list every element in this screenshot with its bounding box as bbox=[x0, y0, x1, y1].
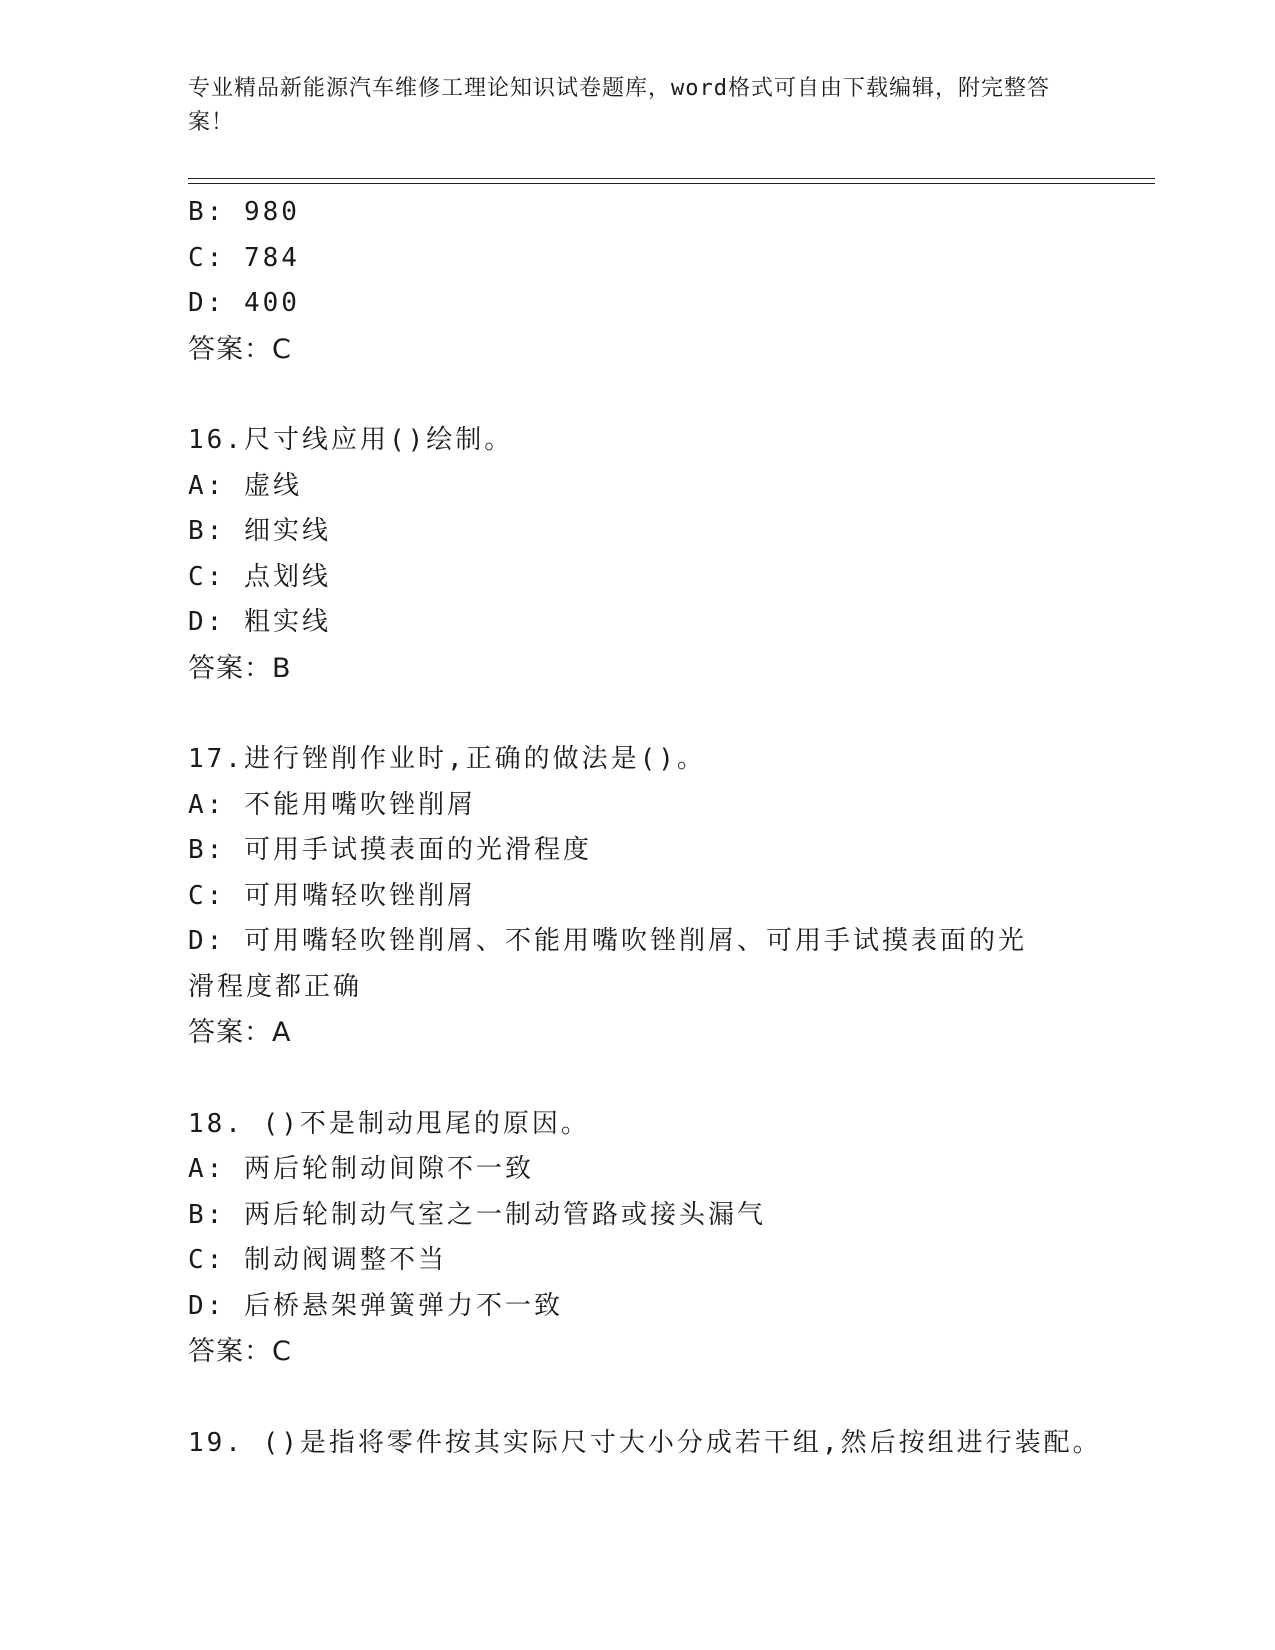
header-rule-bottom bbox=[188, 183, 1155, 184]
option-b: B: 细实线 bbox=[188, 516, 331, 546]
option-c: C: 可用嘴轻吹锉削屑 bbox=[188, 880, 476, 911]
option-b: B: 两后轮制动气室之一制动管路或接头漏气 bbox=[188, 1199, 766, 1230]
option-d: D: 可用嘴轻吹锉削屑、不能用嘴吹锉削屑、可用手试摸表面的光滑程度都正确 bbox=[188, 926, 1027, 1002]
question-18 bbox=[188, 1102, 1088, 1375]
option-b: B: 980 bbox=[188, 197, 300, 227]
option-c: C: 784 bbox=[188, 242, 300, 273]
question-text: 17.进行锉削作业时,正确的做法是()。 bbox=[188, 744, 706, 774]
option-d: D: 后桥悬架弹簧弹力不一致 bbox=[188, 1290, 563, 1321]
answer-line: 答案：A bbox=[188, 1017, 292, 1048]
option-b: B: 可用手试摸表面的光滑程度 bbox=[188, 835, 592, 865]
option-a: A: 虚线 bbox=[188, 470, 302, 501]
question-text: 19. ()是指将零件按其实际尺寸大小分成若干组,然后按组进行装配。 bbox=[188, 1427, 1102, 1458]
option-a: A: 不能用嘴吹锉削屑 bbox=[188, 789, 476, 820]
option-d: D: 粗实线 bbox=[188, 607, 331, 637]
answer-line: 答案：C bbox=[188, 333, 292, 365]
answer-line: 答案：B bbox=[188, 652, 292, 684]
carryover-block bbox=[188, 190, 1088, 372]
question-list bbox=[188, 190, 1102, 1466]
document-header bbox=[188, 72, 1078, 140]
question-text: 16.尺寸线应用()绘制。 bbox=[188, 425, 514, 455]
question-text: 18. ()不是制动甩尾的原因。 bbox=[188, 1108, 590, 1139]
header-text: 专业精品新能源汽车维修工理论知识试卷题库，word格式可自由下载编辑，附完整答案！ bbox=[188, 76, 1050, 135]
option-d: D: 400 bbox=[188, 288, 300, 318]
header-rule-top bbox=[188, 178, 1155, 179]
answer-line: 答案：C bbox=[188, 1336, 292, 1367]
question-17 bbox=[188, 737, 1088, 1056]
question-16 bbox=[188, 418, 1088, 691]
option-a: A: 两后轮制动间隙不一致 bbox=[188, 1154, 534, 1184]
option-c: C: 点划线 bbox=[188, 561, 331, 592]
option-c: C: 制动阀调整不当 bbox=[188, 1245, 447, 1275]
question-19 bbox=[188, 1421, 1102, 1467]
